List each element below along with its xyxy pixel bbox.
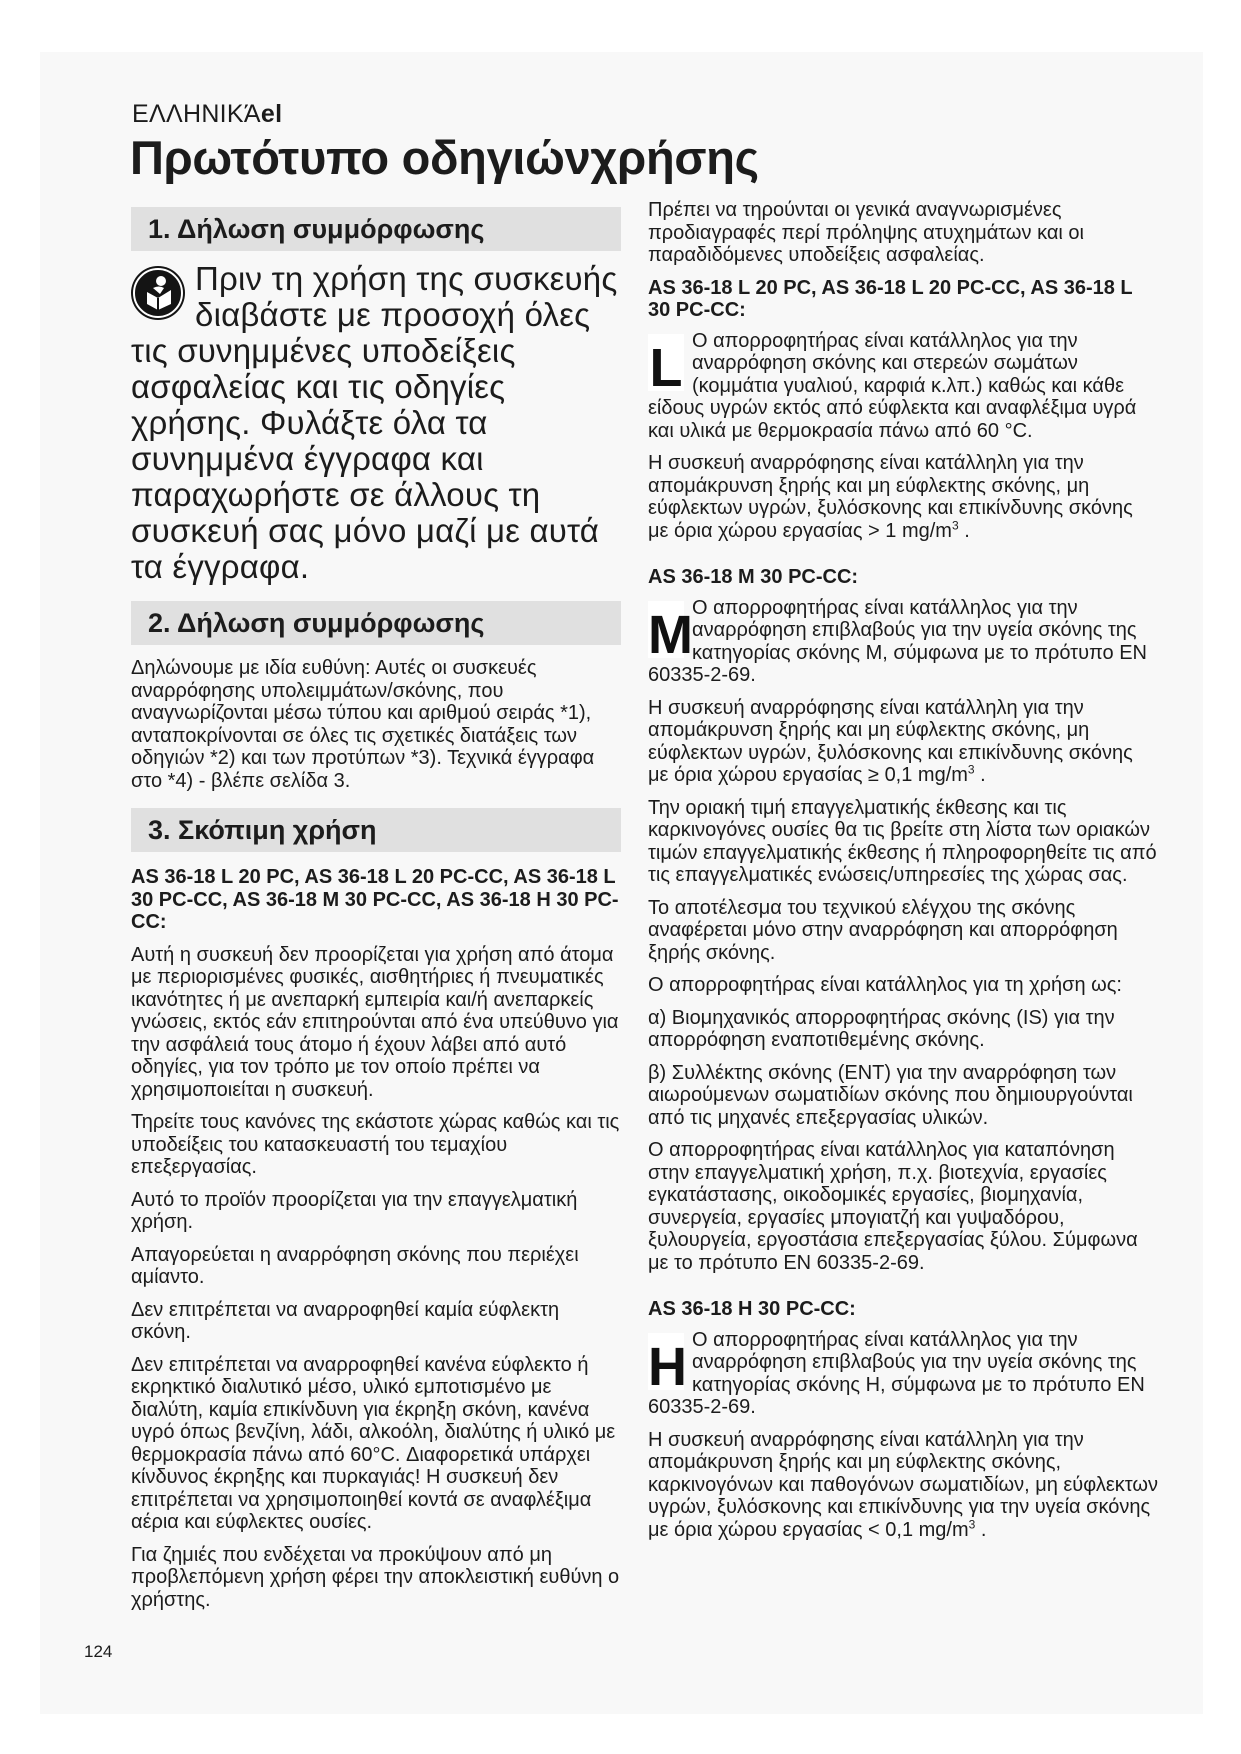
safety-notice: Πριν τη χρήση της συσκευής διαβάστε με προσοχή όλες τις συνημμένες υποδείξεις ασφαλείας και τις οδηγίες χρήσης. Φυλάξτε όλα τα συνημμένα έγγραφα και παραχωρήστε σε άλλους τη συσκευή σας μόνο μαζί με αυτά τα έγγραφα. [131, 260, 618, 585]
paragraph: Ο απορροφητήρας είναι κατάλληλος για την αναρρόφηση σκόνης και στερεών σωμάτων (κομμάτια γυαλιού, καρφιά κ.λπ.) καθώς και κάθε είδους υγρών εκτός από εύφλεκτα και αναφλέξιμα υγρά και υλικά με θερμοκρασία πάνω από 60 °C. [648, 329, 1137, 442]
paragraph: Ο απορροφητήρας είναι κατάλληλος για καταπόνηση στην επαγγελματική χρήση, π.χ. βιοτεχνία, εργασίες εγκατάστασης, οικοδομικές εργασίες, βιομηχανία, συνεργεία, εργασίες μπογιατζή και γυψαδόρου, ξυλουργεία, εργοστάσια επεξεργασίας ξύλου. Σύμφωνα με το πρότυπο EN 60335-2-69. [648, 1139, 1138, 1274]
dust-class-m-icon: M [648, 601, 684, 658]
language-label: ΕΛΛΗΝΙΚΆel [132, 100, 283, 128]
paragraph: Την οριακή τιμή επαγγελματικής έκθεσης και τις καρκινογόνες ουσίες θα τις βρείτε στη λίστα των οριακών τιμών επαγγελματικής έκθεσης ή πληροφορηθείτε τις από τις επαγγελματικές ενώσεις/υπηρεσίες της χώρας σας. [648, 796, 1157, 886]
l-class-block [648, 330, 1158, 443]
section-heading-1: 1. Δήλωση συμμόρφωσης [131, 207, 621, 251]
page-title: Πρωτότυπο οδηγιώνχρήσης [130, 131, 759, 184]
paragraph: Δεν επιτρέπεται να αναρροφηθεί κανένα εύφλεκτο ή εκρηκτικό διαλυτικό μέσο, υλικό εμποτισμένο με διαλύτη, καμία επικίνδυνη για έκρηξη σκόνη, κανένα υγρό όπως βενζίνη, λάδι, αλκοόλη, διαλύτης ή υλικό με θερμοκρασία πάνω από 60°C. Διαφορετικά υπάρχει κίνδυνος έκρηξης και πυρκαγιάς! Η συσκευή δεν επιτρέπεται να χρησιμοποιηθεί κοντά σε αναφλέξιμα αέρια και εύφλεκτες ουσίες. [131, 1353, 616, 1533]
model-list-l: AS 36-18 L 20 PC, AS 36-18 L 20 PC-CC, AS 36-18 L 30 PC-CC: [648, 276, 1133, 321]
model-list-m: AS 36-18 M 30 PC-CC: [648, 566, 859, 588]
paragraph: Ο απορροφητήρας είναι κατάλληλος για την αναρρόφηση επιβλαβούς για την υγεία σκόνης της κατηγορίας σκόνης H, σύμφωνα με το πρότυπο EN 60335-2-69. [648, 1328, 1145, 1418]
paragraph: Η συσκευή αναρρόφησης είναι κατάλληλη για την απομάκρυνση ξηρής και μη εύφλεκτης σκόνης, μη εύφλεκτων υγρών, ξυλόσκονης και επικίνδυνης σκόνης με όρια χώρου εργασίας > 1 $mg/m^3$ . [648, 452, 1133, 542]
dust-class-l-icon: L [648, 334, 684, 391]
model-list-h: AS 36-18 H 30 PC-CC: [648, 1298, 856, 1320]
paragraph: β) Συλλέκτης σκόνης (ENT) για την αναρρόφηση των αιωρούμενων σωματιδίων σκόνης που δημιουργούνται από τις μηχανές επεξεργασίας υλικών. [648, 1061, 1133, 1129]
paragraph: Αυτό το προϊόν προορίζεται για την επαγγελματική χρήση. [131, 1188, 578, 1233]
paragraph: Το αποτέλεσμα του τεχνικού ελέγχου της σκόνης αναφέρεται μόνο στην αναρρόφηση και απορρόφηση ξηρής σκόνης. [648, 896, 1118, 964]
intro-paragraph: Πρέπει να τηρούνται οι γενικά αναγνωρισμένες προδιαγραφές περί πρόληψης ατυχημάτων και οι παραδιδόμενες υποδείξεις ασφαλείας. [648, 199, 1084, 266]
left-column [131, 207, 621, 1611]
read-manual-icon [131, 266, 185, 320]
declaration-text: Δηλώνουμε με ιδία ευθύνη: Αυτές οι συσκευές αναρρόφησης υπολειμμάτων/σκόνης, που αναγνωρίζονται μέσω τύπου και αριθμού σειράς *1), ανταποκρίνονται σε όλες τις σχετικές διατάξεις των οδηγιών *2) και των προτύπων *3). Τεχνικά έγγραφα στο *4) - βλέπε σελίδα 3. [131, 657, 595, 792]
dust-class-h-icon: H [648, 1333, 684, 1390]
paragraph: Η συσκευή αναρρόφησης είναι κατάλληλη για την απομάκρυνση ξηρής και μη εύφλεκτης σκόνης, καρκινογόνων και παθογόνων σωματιδίων, μη εύφλεκτων υγρών, ξυλόσκονης και επικίνδυνης για την υγεία σκόνης με όρια χώρου εργασίας < 0,1 $mg/m^3$ . [648, 1428, 1158, 1541]
section-heading-2: 2. Δήλωση συμμόρφωσης [131, 601, 621, 645]
paragraph: Τηρείτε τους κανόνες της εκάστοτε χώρας καθώς και τις υποδείξεις του κατασκευαστή του τεμαχίου επεξεργασίας. [131, 1111, 620, 1178]
model-list: AS 36-18 L 20 PC, AS 36-18 L 20 PC-CC, AS 36-18 L 30 PC-CC, AS 36-18 M 30 PC-CC, AS 36-18 H 30 PC-CC: [131, 866, 619, 933]
h-class-block [648, 1329, 1158, 1419]
paragraph: Αυτή η συσκευή δεν προορίζεται για χρήση από άτομα με περιορισμένες φυσικές, αισθητήριες ή πνευματικές ικανότητες ή με ανεπαρκή εμπειρία και/ή ανεπαρκείς γνώσεις, εκτός εάν επιτηρούνται από ένα υπεύθυνο για την ασφάλειά τους άτομο ή έχουν λάβει από αυτό οδηγίες, για τον τρόπο με τον οποίο πρέπει να χρησιμοποιείται η συσκευή. [131, 943, 619, 1101]
paragraph: Η συσκευή αναρρόφησης είναι κατάλληλη για την απομάκρυνση ξηρής και μη εύφλεκτης σκόνης, μη εύφλεκτων υγρών, ξυλόσκονης και επικίνδυνης σκόνης με όρια χώρου εργασίας ≥ 0,1 $mg/m^3$ . [648, 696, 1133, 786]
paragraph: α) Βιομηχανικός απορροφητήρας σκόνης (IS) για την απορρόφηση εναποτιθεμένης σκόνης. [648, 1006, 1115, 1051]
paragraph: Απαγορεύεται η αναρρόφηση σκόνης που περιέχει αμίαντο. [131, 1243, 579, 1288]
paragraph: Ο απορροφητήρας είναι κατάλληλος για τη χρήση ως: [648, 974, 1122, 996]
paragraph: Ο απορροφητήρας είναι κατάλληλος για την αναρρόφηση επιβλαβούς για την υγεία σκόνης της κατηγορίας σκόνης M, σύμφωνα με το πρότυπο EN 60335-2-69. [648, 596, 1147, 686]
section-heading-3: 3. Σκόπιμη χρήση [131, 808, 621, 852]
right-column [648, 199, 1158, 1541]
page-number: 124 [84, 1642, 113, 1661]
paragraph: Δεν επιτρέπεται να αναρροφηθεί καμία εύφλεκτη σκόνη. [131, 1298, 560, 1343]
m-class-block [648, 597, 1158, 687]
paragraph: Για ζημιές που ενδέχεται να προκύψουν από μη προβλεπόμενη χρήση φέρει την αποκλειστική ευθύνη ο χρήστης. [131, 1543, 620, 1611]
